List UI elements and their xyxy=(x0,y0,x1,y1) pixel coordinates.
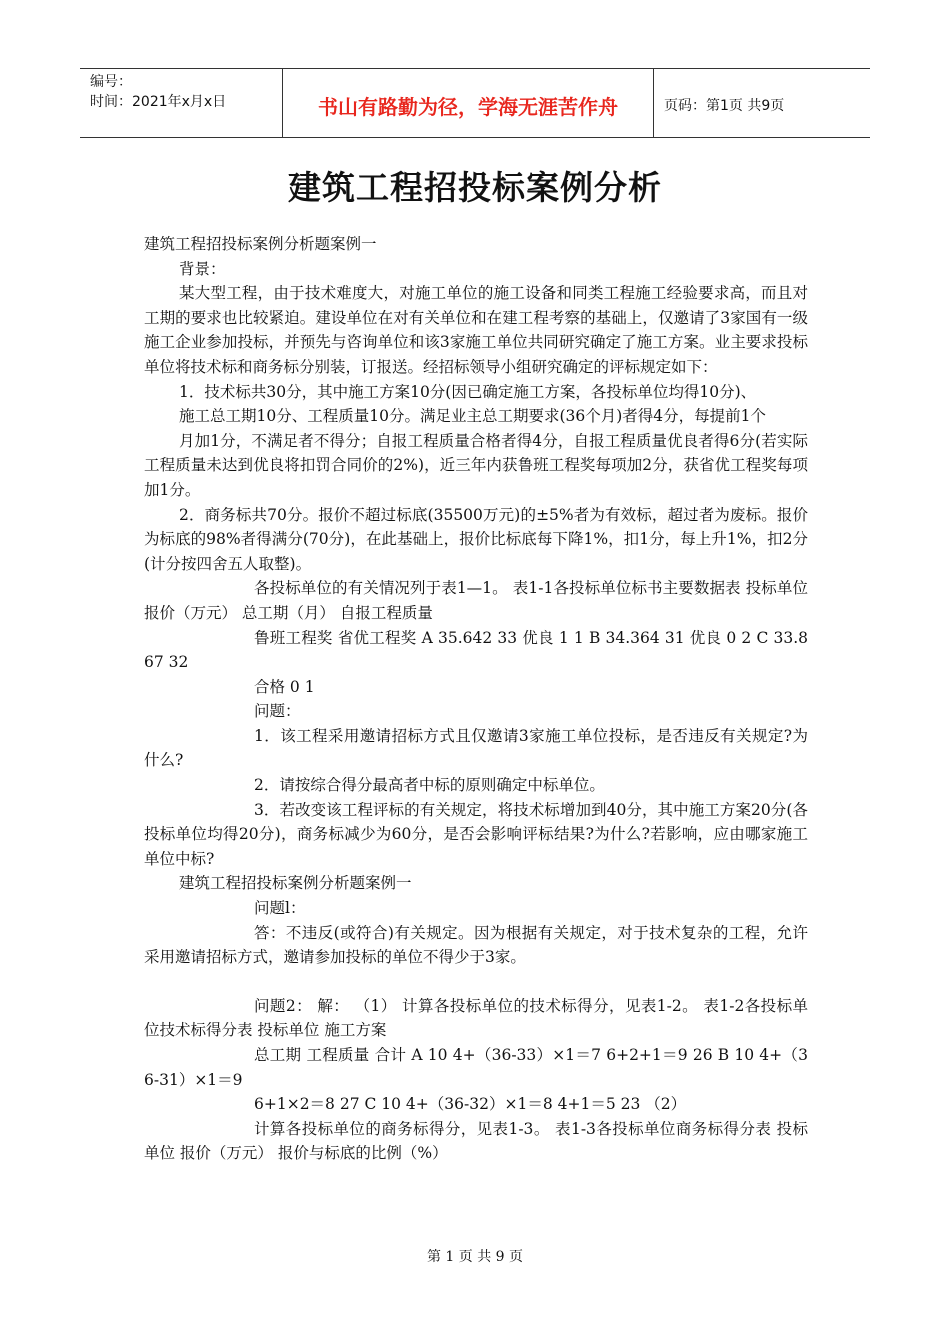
answer-1-label: 问题l： xyxy=(254,899,306,918)
page-footer: 第 1 页 共 9 页 xyxy=(426,1249,524,1265)
rule-technical: 1．技术标共30分，其中施工方案10分(因已确定施工方案，各投标单位均得10分)、 xyxy=(179,382,757,401)
serial-number-label: 编号： xyxy=(90,74,132,90)
question-1: 1．该工程采用邀请招标方式且仅邀请3家施工单位投标，是否违反有关规定?为什么? xyxy=(144,726,808,770)
document-body xyxy=(144,232,808,1166)
spacer xyxy=(144,970,808,994)
page-header xyxy=(80,68,870,138)
motto-text: 书山有路勤为径，学海无涯苦作舟 xyxy=(318,94,618,119)
questions-label: 问题： xyxy=(254,702,301,721)
rule-quality: 月加1分，不满足者不得分；自报工程质量合格者得4分，自报工程质量优良者得6分(若实际工程质量未达到优良将扣罚合同价的2%)，近三年内获鲁班工程奖每项加2分，获省优工程奖每项加1分。 xyxy=(144,431,808,499)
background-label: 背景： xyxy=(179,259,226,278)
page-info-cell xyxy=(654,69,870,137)
answer-heading: 建筑工程招投标案例分析题案例一 xyxy=(179,874,412,893)
table-1-1-data-end: 合格 0 1 xyxy=(254,677,315,696)
case-heading: 建筑工程招投标案例分析题案例一 xyxy=(144,235,377,253)
answer-1-text: 答：不违反(或符合)有关规定。因为根据有关规定，对于技术复杂的工程，允许采用邀请招标方式，邀请参加投标的单位不得少于3家。 xyxy=(144,923,808,967)
page-info-text: 页码：第1页 共9页 xyxy=(664,98,785,114)
table-1-2-data-end: 6+1×2＝8 27 C 10 4+（36-32）×1＝8 4+1＝5 23 （2） xyxy=(254,1095,687,1114)
background-paragraph: 某大型工程，由于技术难度大，对施工单位的施工设备和同类工程施工经验要求高，而且对工期的要求也比较紧迫。建设单位在对有关单位和在建工程考察的基础上，仅邀请了3家国有一级施工企业参加投标，并预先与咨询单位和该3家施工单位共同研究确定了施工方案。业主要求投标单位将技术标和商务标分别装，订报送。经招标领导小组研究确定的评标规定如下： xyxy=(144,284,808,376)
document-title: 建筑工程招投标案例分析 xyxy=(288,168,662,207)
answer-2-intro: 问题2： 解： （1） 计算各投标单位的技术标得分，见表1-2。 表1-2各投标单位技术标得分表 投标单位 施工方案 xyxy=(144,996,808,1040)
table-1-1-data: 鲁班工程奖 省优工程奖 A 35.642 33 优良 1 1 B 34.364 31 优良 0 2 C 33.867 32 xyxy=(144,628,808,672)
date-label: 时间：2021年x月x日 xyxy=(90,94,227,110)
motto-cell xyxy=(282,69,654,137)
table-1-2-data: 总工期 工程质量 合计 A 10 4+（36-33）×1＝7 6+2+1＝9 26 B 10 4+（36-31）×1＝9 xyxy=(144,1046,808,1089)
question-2: 2．请按综合得分最高者中标的原则确定中标单位。 xyxy=(254,776,605,795)
table-1-3-intro: 计算各投标单位的商务标得分，见表1-3。 表1-3各投标单位商务标得分表 投标单位 报价（万元） 报价与标底的比例（%） xyxy=(144,1119,808,1163)
table-1-1-intro: 各投标单位的有关情况列于表1—1。 表1-1各投标单位标书主要数据表 投标单位 报价（万元） 总工期（月） 自报工程质量 xyxy=(144,579,808,622)
question-3: 3．若改变该工程评标的有关规定，将技术标增加到40分，其中施工方案20分(各投标单位均得20分)，商务标减少为60分，是否会影响评标结果?为什么?若影响，应由哪家施工单位中标? xyxy=(144,800,808,868)
rule-commercial: 2．商务标共70分。报价不超过标底(35500万元)的±5%者为有效标，超过者为废标。报价为标底的98%者得满分(70分)，在此基础上，报价比标底每下降1%，扣1分，每上升1%，扣2分(计分按四舍五人取整)。 xyxy=(144,505,808,573)
header-meta-cell xyxy=(80,69,282,137)
rule-duration: 施工总工期10分、工程质量10分。满足业主总工期要求(36个月)者得4分，每提前1个 xyxy=(179,407,766,426)
